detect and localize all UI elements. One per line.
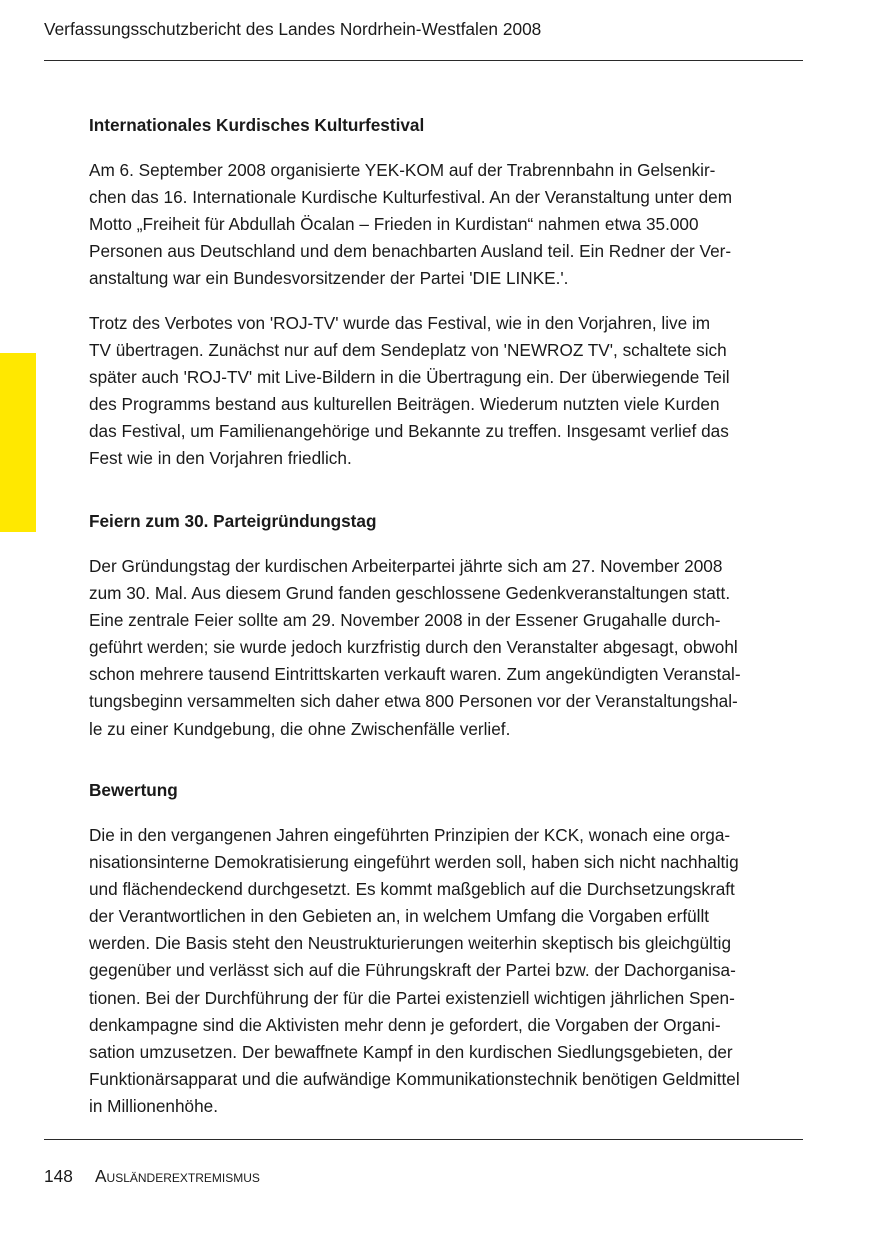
paragraph-assessment-1 [89,822,809,1120]
text-line: schon mehrere tausend Eintrittskarten verkauft waren. Zum angekündigten Veranstal- [89,664,741,685]
chapter-side-tab [0,353,36,532]
text-line: Fest wie in den Vorjahren friedlich. [89,448,352,469]
text-line: werden. Die Basis steht den Neustrukturierungen weiterhin skeptisch bis gleichgültig [89,933,732,954]
text-line: des Programms bestand aus kulturellen Beiträgen. Wiederum nutzten viele Kurden [89,394,720,415]
text-line: tungsbeginn versammelten sich daher etwa 800 Personen vor der Veranstaltungshal- [89,691,738,712]
text-line: Die in den vergangenen Jahren eingeführten Prinzipien der KCK, wonach eine orga- [89,825,731,845]
text-line: Motto „Freiheit für Abdullah Öcalan – Frieden in Kurdistan“ nahmen etwa 35.000 [89,214,699,235]
text-line: sation umzusetzen. Der bewaffnete Kampf in den kurdischen Siedlungsgebieten, der [89,1041,733,1062]
page-number: 148 [44,1166,73,1186]
text-line: geführt werden; sie wurde jedoch kurzfristig durch den Veranstalter abgesagt, obwohl [89,637,738,658]
footer-rule [44,1139,803,1140]
paragraph-anniversary-1 [89,553,809,743]
paragraph-festival-2 [89,310,809,473]
section-heading-assessment: Bewertung [89,780,178,800]
text-line: Der Gründungstag der kurdischen Arbeiterpartei jährte sich am 27. November 2008 [89,556,723,576]
running-header: Verfassungsschutzbericht des Landes Nordrhein-Westfalen 2008 [44,19,542,39]
text-line: denkampagne sind die Aktivisten mehr denn je gefordert, die Vorgaben der Organi- [89,1014,721,1035]
text-line: in Millionenhöhe. [89,1095,218,1116]
header-rule [44,60,803,61]
text-line: TV übertragen. Zunächst nur auf dem Sendeplatz von 'NEWROZ TV', schaltete sich [89,340,727,361]
text-line: das Festival, um Familienangehörige und Bekannte zu treffen. Insgesamt verlief das [89,421,729,442]
text-line: le zu einer Kundgebung, die ohne Zwischenfälle verlief. [89,718,511,739]
text-line: tionen. Bei der Durchführung der für die Partei existenziell wichtigen jährlichen Spen- [89,987,735,1008]
section-heading-festival: Internationales Kurdisches Kulturfestival [89,115,425,135]
text-line: Am 6. September 2008 organisierte YEK-KOM auf der Trabrennbahn in Gelsenkir- [89,160,716,180]
text-line: und flächendeckend durchgesetzt. Es kommt maßgeblich auf die Durchsetzungskraft [89,879,735,900]
text-line: Trotz des Verbotes von 'ROJ-TV' wurde das Festival, wie in den Vorjahren, live im [89,313,711,333]
text-line: nisationsinterne Demokratisierung eingeführt werden soll, haben sich nicht nachhaltig [89,852,739,873]
text-line: gegenüber und verlässt sich auf die Führungskraft der Partei bzw. der Dachorganisa- [89,960,736,981]
text-line: anstaltung war ein Bundesvorsitzender der Partei 'DIE LINKE.'. [89,268,569,289]
paragraph-festival-1 [89,157,809,292]
text-line: chen das 16. Internationale Kurdische Kulturfestival. An der Veranstaltung unter dem [89,187,733,208]
page-footer [44,1164,260,1188]
text-line: Funktionärsapparat und die aufwändige Kommunikationstechnik benötigen Geldmittel [89,1068,740,1089]
text-line: Eine zentrale Feier sollte am 29. November 2008 in der Essener Grugahalle durch- [89,610,721,631]
chapter-title: Ausländerextremismus [95,1166,260,1186]
text-line: der Verantwortlichen in den Gebieten an, in welchem Umfang die Vorgaben erfüllt [89,906,710,927]
text-line: später auch 'ROJ-TV' mit Live-Bildern in die Übertragung ein. Der überwiegende Teil [89,367,730,388]
text-line: Personen aus Deutschland und dem benachbarten Ausland teil. Ein Redner der Ver- [89,241,732,262]
section-heading-anniversary: Feiern zum 30. Parteigründungstag [89,511,377,531]
text-line: zum 30. Mal. Aus diesem Grund fanden geschlossene Gedenkveranstaltungen statt. [89,583,731,604]
